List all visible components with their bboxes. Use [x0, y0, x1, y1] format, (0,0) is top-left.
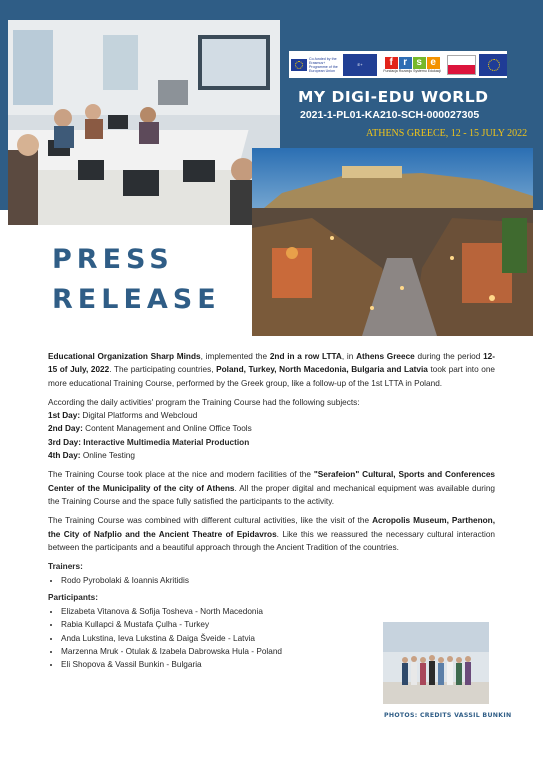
group-photo — [383, 622, 489, 704]
press-release-line-1: PRESS — [52, 244, 174, 275]
project-code: 2021-1-PL01-KA210-SCH-000027305 — [300, 109, 480, 121]
list-item: • Rabia Kullapci & Mustafa Çulha - Turkey — [61, 618, 495, 631]
day-3 — [48, 436, 495, 449]
day-4-text: Online Testing — [80, 451, 135, 461]
cultural-paragraph — [48, 514, 495, 554]
intro-countries: Poland, Turkey, North Macedonia, Bulgaria and Latvia — [216, 365, 428, 375]
day-2-text: Content Management and Online Office Tools — [82, 424, 252, 434]
intro-text-2: , in — [341, 352, 357, 361]
day-1 — [48, 409, 495, 422]
press-release-line-2: RELEASE — [52, 284, 221, 315]
day-4-label: 4th Day: — [48, 451, 81, 461]
day-1-text: Digital Platforms and Webcloud — [80, 411, 198, 421]
list-item: • Rodo Pyrobolaki & Ioannis Akritidis — [61, 574, 495, 587]
facilities-text-1: The Training Course took place at the nice and modern facilities of the — [48, 470, 314, 480]
eu-cofund-text: Co-funded by the Erasmus+ Programme of the European Union — [309, 56, 338, 73]
day-3-text: Interactive Multimedia Material Production — [81, 437, 250, 447]
facilities-paragraph — [48, 468, 495, 508]
org-name: Educational Organization Sharp Minds — [48, 352, 201, 361]
frse-subtext: Fundacja Rozwoju Systemu Edukacji — [383, 68, 441, 73]
trainers-title: Trainers: — [48, 562, 83, 572]
cultural-sites: Acropolis Museum, Parthenon, the City of Nafplio and the Ancient Theatre of Epidavros — [48, 516, 495, 539]
cultural-text-1: The Training Course was combined with different cultural activities, like the visit of the — [48, 516, 373, 526]
day-1-label: 1st Day: — [48, 411, 81, 421]
facilities-text-2: . All the proper digital and mechanical equipment was available during the Training Course and the space fully satisfied the participants to the activity. — [48, 483, 495, 506]
ltta-ordinal: 2nd in a row LTTA — [269, 352, 342, 361]
list-item: • Elizabeta Vitanova & Sofija Tosheva - North Macedonia — [61, 605, 495, 618]
intro-text-4: . The participating countries, — [109, 365, 217, 375]
intro-text-5: took part into one more educational Training Course, performed by the Greek group, like a follow-up of the 1st LTTA in Poland. — [48, 365, 496, 388]
intro-dates: 12-15 of July, 2022 — [48, 352, 496, 375]
list-item: • Eli Shopova & Vassil Bunkin - Bulgaria — [61, 658, 495, 671]
erasmus-logo-icon: E+ — [343, 54, 377, 76]
participants-title: Participants: — [48, 592, 98, 602]
program-intro: According the daily activities' program the Training Course had the following subjects: — [48, 397, 360, 407]
venue-name: "Serafeion" Cultural, Sports and Conferences Center of the Municipality of the city of Athens — [48, 470, 495, 493]
frse-letters: f r s e — [385, 57, 440, 69]
poland-flag-icon — [447, 55, 475, 75]
athens-acropolis-photo — [252, 148, 533, 336]
intro-paragraph — [48, 350, 495, 390]
day-2-label: 2nd Day: — [48, 424, 83, 434]
location-date: ATHENS GREECE, 12 - 15 JULY 2022 — [366, 128, 528, 139]
eu-cofunded-logo — [291, 54, 340, 76]
photo-credit: PHOTOS: CREDITS VASSIL BUNKIN — [384, 712, 512, 719]
intro-text-1: , implemented the — [200, 352, 270, 361]
list-item: • Marzenna Mruk - Otulak & Izabela Dabrowska Hula - Poland — [61, 645, 495, 658]
eu-flag-large-icon — [479, 54, 507, 76]
list-item: • Anda Lukstina, Ieva Lukstina & Daiga Šveide - Latvia — [61, 632, 495, 645]
cultural-text-2: . Like this we reassured the necessary cultural interaction between the participants and a beautiful approach through the Ancient Tradition of the countries. — [48, 529, 495, 552]
day-3-label: 3rd Day: — [48, 437, 82, 447]
intro-text-3: during the period — [414, 352, 484, 361]
frse-logo — [381, 54, 443, 76]
day-4 — [48, 449, 495, 462]
funding-logos — [289, 51, 507, 78]
intro-city: Athens Greece — [356, 352, 415, 361]
project-title: MY DIGI-EDU WORLD — [298, 88, 489, 106]
eu-flag-icon — [291, 59, 307, 71]
trainers-list — [48, 574, 495, 587]
day-2 — [48, 422, 495, 435]
program-list — [48, 396, 495, 462]
press-release-heading — [52, 240, 221, 320]
classroom-photo — [8, 20, 280, 225]
